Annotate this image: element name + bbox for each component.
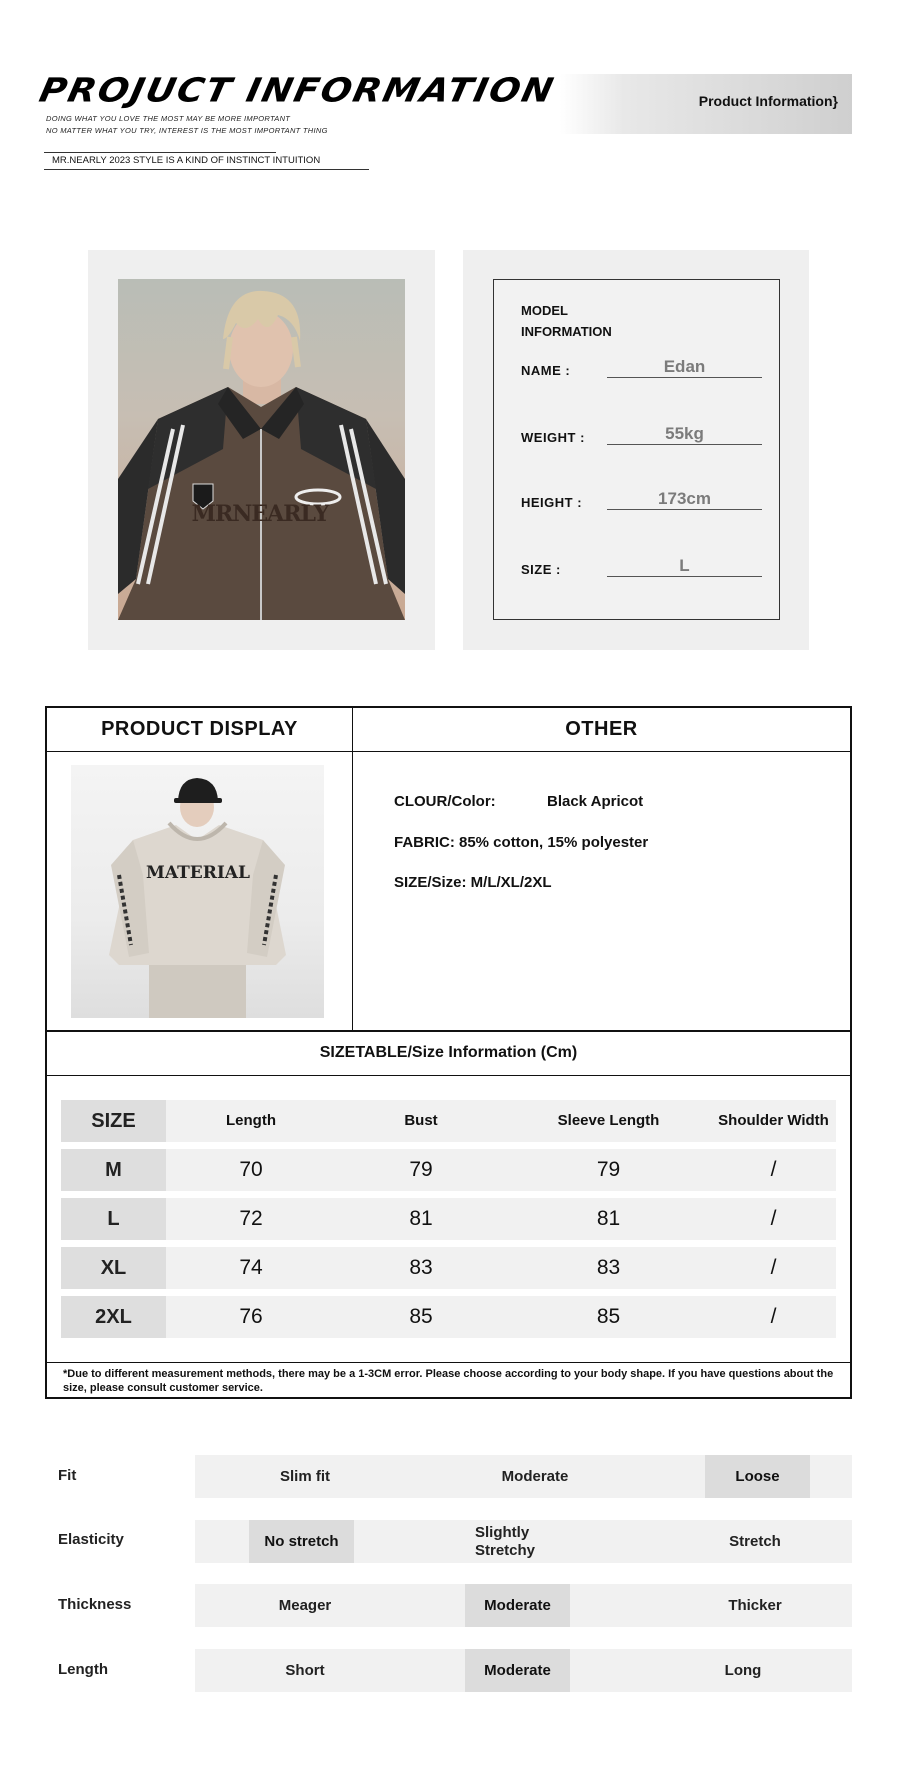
length-cell: 74 (239, 1256, 263, 1279)
sleeve-length-cell: 83 (596, 1256, 621, 1279)
length-cell: 72 (239, 1207, 263, 1230)
model-height-label: HEIGHT : (521, 495, 583, 510)
thickness-label: Thickness (58, 1596, 132, 1613)
table-row (61, 1198, 836, 1240)
model-height-value: 173cm (607, 489, 762, 510)
elasticity-option-no-stretch: No stretch (249, 1520, 354, 1563)
jacket-print-text: MRNEARLY (191, 501, 329, 527)
divider (47, 1362, 850, 1363)
fabric-info: FABRIC: 85% cotton, 15% polyester (394, 834, 649, 851)
size-options: SIZE/Size: M/L/XL/2XL (394, 874, 552, 891)
elasticity-option-slightly-stretchy: Slightly Stretchy (475, 1523, 536, 1559)
model-photo (118, 279, 405, 620)
divider (47, 1075, 850, 1076)
sleeve-length-column-header: Sleeve Length (557, 1112, 660, 1129)
divider (352, 708, 353, 1031)
length-cell: 70 (239, 1158, 263, 1181)
fit-option-loose: Loose (705, 1455, 810, 1498)
model-info-heading (521, 300, 641, 342)
other-heading: OTHER (565, 718, 638, 740)
bust-column-header: Bust (404, 1112, 438, 1129)
product-photo (71, 765, 324, 1018)
shoulder-width-column-header: Shoulder Width (718, 1112, 829, 1129)
measurement-note: *Due to different measurement methods, there may be a 1-3CM error. Please choose according to your body shape. If you have questions about the size, please consult customer service. (63, 1368, 834, 1394)
model-weight-row (521, 417, 766, 447)
shoulder-width-cell: / (770, 1158, 777, 1181)
model-info-heading-line2: INFORMATION (521, 324, 612, 339)
length-scale (195, 1649, 852, 1692)
divider (47, 751, 850, 752)
shoulder-width-cell: / (770, 1207, 777, 1230)
table-row (61, 1296, 836, 1338)
thickness-scale (195, 1584, 852, 1627)
thickness-option-meager: Meager (278, 1596, 332, 1614)
model-illustration (118, 279, 405, 620)
table-row (61, 1247, 836, 1289)
bust-cell: 85 (409, 1305, 433, 1328)
length-cell: 76 (239, 1305, 263, 1328)
header-badge (560, 74, 852, 134)
color-value: Black Apricot (547, 793, 644, 810)
product-illustration (71, 765, 324, 1018)
length-option-short: Short (285, 1661, 325, 1679)
size-cell: M (61, 1149, 166, 1191)
model-name-label: NAME : (521, 363, 571, 378)
tagline-3: MR.NEARLY 2023 STYLE IS A KIND OF INSTINCT INTUITION (52, 155, 321, 166)
bust-cell: 83 (409, 1256, 433, 1279)
shoulder-width-cell: / (770, 1256, 777, 1279)
color-label: CLOUR/Color: (394, 793, 496, 810)
sleeve-length-cell: 79 (596, 1158, 621, 1181)
elasticity-label: Elasticity (58, 1531, 124, 1548)
tagline-2: NO MATTER WHAT YOU TRY, INTEREST IS THE MOST IMPORTANT THING (46, 126, 328, 135)
thickness-option-thicker: Thicker (728, 1596, 782, 1614)
divider (44, 152, 276, 153)
table-row (61, 1149, 836, 1191)
product-table (45, 706, 852, 1399)
model-info-card (493, 279, 780, 620)
header-badge-label: Product Information} (698, 93, 838, 109)
length-label: Length (58, 1661, 108, 1678)
fit-label: Fit (58, 1467, 77, 1484)
size-column-header: SIZE (61, 1100, 166, 1142)
model-name-value: Edan (607, 357, 762, 378)
model-weight-value: 55kg (607, 424, 762, 445)
page-title: PROJUCT INFORMATION (35, 72, 559, 110)
hoodie-print-text: MATERIAL (146, 863, 250, 883)
fit-option-moderate: Moderate (501, 1467, 569, 1485)
model-size-value: L (607, 556, 762, 577)
size-cell: XL (61, 1247, 166, 1289)
model-height-row (521, 482, 766, 512)
fit-option-slim: Slim fit (279, 1467, 330, 1485)
model-name-row (521, 350, 766, 380)
sleeve-length-cell: 85 (596, 1305, 621, 1328)
divider (44, 169, 369, 170)
model-size-row (521, 549, 766, 579)
thickness-option-moderate: Moderate (465, 1584, 570, 1627)
elasticity-option-stretch: Stretch (729, 1532, 781, 1550)
length-option-moderate: Moderate (465, 1649, 570, 1692)
bust-cell: 81 (409, 1207, 433, 1230)
model-info-heading-line1: MODEL (521, 303, 568, 318)
size-cell: 2XL (61, 1296, 166, 1338)
bust-cell: 79 (409, 1158, 433, 1181)
shoulder-width-cell: / (770, 1305, 777, 1328)
fit-scale (195, 1455, 852, 1498)
size-table-header (61, 1100, 836, 1142)
tagline-1: DOING WHAT YOU LOVE THE MOST MAY BE MORE IMPORTANT (46, 114, 291, 123)
size-cell: L (61, 1198, 166, 1240)
length-column-header: Length (226, 1112, 276, 1129)
elasticity-scale (195, 1520, 852, 1563)
size-table-title: SIZETABLE/Size Information (Cm) (319, 1044, 578, 1061)
model-size-label: SIZE : (521, 562, 561, 577)
product-display-heading: PRODUCT DISPLAY (101, 718, 298, 740)
model-weight-label: WEIGHT : (521, 430, 585, 445)
length-option-long: Long (724, 1661, 762, 1679)
sleeve-length-cell: 81 (596, 1207, 621, 1230)
